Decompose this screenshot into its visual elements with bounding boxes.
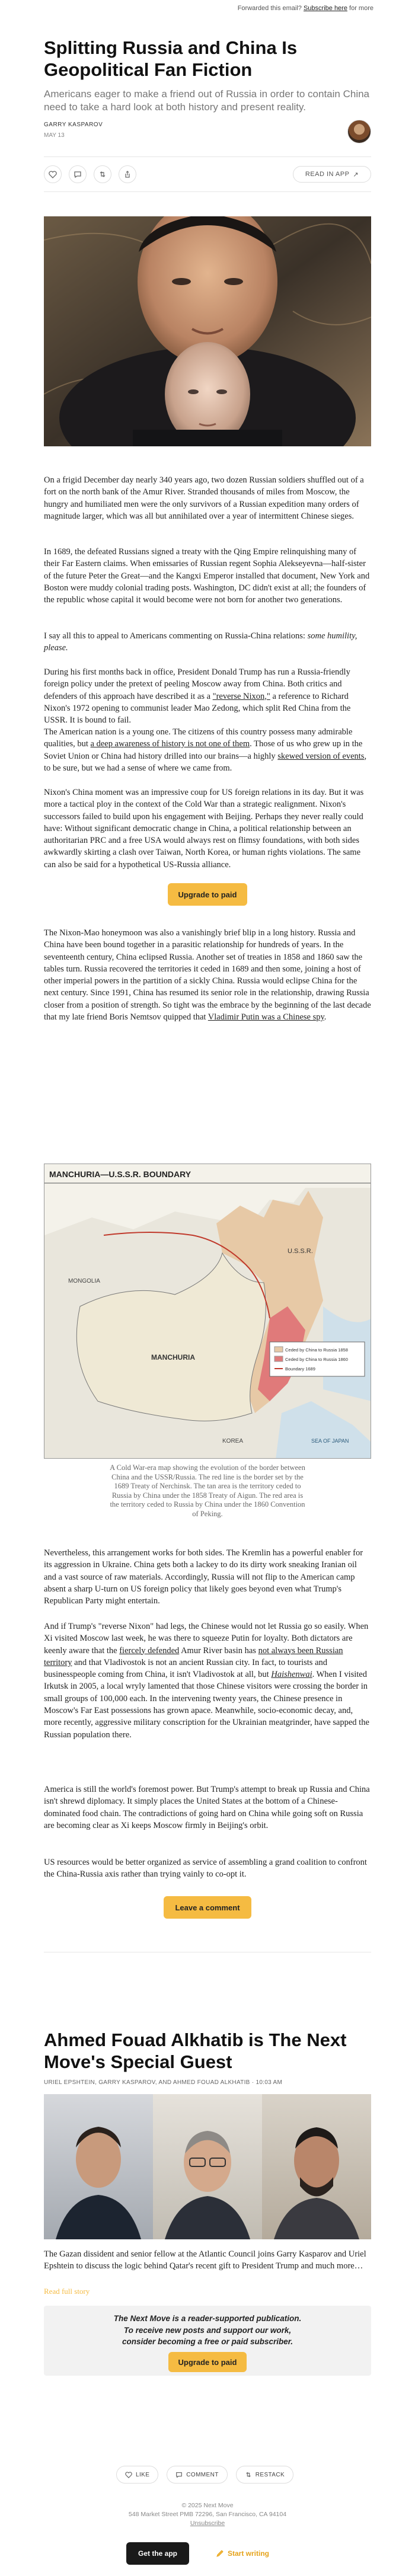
byline-separator: · bbox=[251, 2079, 256, 2086]
paragraph-2 bbox=[44, 546, 371, 606]
heart-icon bbox=[125, 2472, 132, 2478]
paragraph-3-text: I say all this to appeal to Americans commenting on Russia-China relations: bbox=[44, 631, 308, 641]
article-subtitle: Americans eager to make a friend out of Russia in order to contain China need to take a hard look at both history and present reality. bbox=[44, 88, 370, 113]
history-awareness-link[interactable]: a deep awareness of history is not one of them bbox=[90, 739, 250, 749]
read-full-story-link[interactable]: Read full story bbox=[44, 2287, 90, 2296]
related-time: 10:03 AM bbox=[256, 2079, 283, 2086]
video-pane bbox=[153, 2094, 262, 2239]
legend-item: Ceded by China to Russia 1858 bbox=[285, 1347, 348, 1353]
haishenwai-link[interactable]: Haishenwai bbox=[271, 1670, 312, 1680]
forward-suffix: for more bbox=[349, 5, 374, 12]
related-post-excerpt: The Gazan dissident and senior fellow at the Atlantic Council joins Garry Kasparov and Uriel Epshtein to discuss the logic behind Qatar's recent gift to President Trump and much more… bbox=[44, 2249, 366, 2271]
paragraph-9-text-4: . When I visited Irkutsk in 2005, a local wryly lamented that those Chinese visitors were crossing the border in small groups of 100,000 each. In the intervening twenty years, the Chinese presence in Moscow's Far East possessions has grown apace. Meanwhile, socio-economic decay, and, more recently, aggressive military conscription for the Ukrainian meatgrinder, have sapped the Russian population there. bbox=[44, 1670, 369, 1740]
paragraph-9 bbox=[44, 1621, 371, 1741]
restack-button[interactable] bbox=[236, 2466, 293, 2484]
map-label: U.S.S.R. bbox=[288, 1248, 313, 1255]
paragraph-1: On a frigid December day nearly 340 years ago, two dozen Russian soldiers shuffled out of a fort on the north bank of the Amur River. Stranded thousands of miles from Moscow, the hungry and humiliated men were the only survivors of a Russian expedition many orders of magnitude larger, which was all but annihilated over a year of intermittent Chinese sieges. bbox=[44, 475, 364, 521]
boundary-map[interactable] bbox=[44, 1164, 371, 1459]
paragraph-10: America is still the world's foremost power. But Trump's attempt to break up Russia and China isn't shrewd diplomacy. It simply places the United States at the bottom of a Chinese-dominated food chain. The contradictions of going hard on China while going soft on Russia are becoming clear as Xi keeps Moscow firmly in Beijing's orbit. bbox=[44, 1785, 370, 1830]
paragraph-5-text-3: , to be sure, but we had a sense of where we came from. bbox=[44, 751, 367, 773]
restack-label: RESTACK bbox=[255, 2471, 285, 2478]
read-in-app-button[interactable] bbox=[293, 166, 371, 183]
external-link-icon: ↗ bbox=[353, 171, 359, 178]
map-label: MANCHURIA bbox=[151, 1353, 195, 1361]
pen-icon bbox=[216, 2549, 224, 2558]
upgrade-button-2[interactable]: Upgrade to paid bbox=[168, 2352, 247, 2372]
forward-note bbox=[238, 5, 374, 12]
paragraph-3-emphasis: some humility, please. bbox=[44, 631, 357, 653]
paragraph-6: Nixon's China moment was an impressive coup for US foreign relations in its day. But it was more a tactical ploy in the context of the Cold War than a strategic realignment. Nixon's successors failed to build upon his engagement with Beijing. Perhaps they never really could have: Without significant democratic change in China, a political relationship between an authoritarian PRC and a free USA would always rest on flimsy foundations, with both sides awkwardly skirting a clash over Taiwan, North Korea, or human rights violations. The same can also be said for a hypothetical US-Russia alliance. bbox=[44, 788, 364, 870]
paragraph-7-text: The Nixon-Mao honeymoon was also a vanishingly brief blip in a long history. Russia and China have been bound together in a parasitic relationship for hundreds of years. In the seventeenth century, China eclipsed Russia. Another set of treaties in 1858 and 1860 saw the tables turn. Russia recovered the territories it ceded in 1689 and then some, joining a host of other imperial powers in the partition of a sickly China. Russia would eclipse China for the next century. Since 1991, China has resumed its senior role in the relationship, drawing Russia closer from a position of strength. So tight was the embrace by the beginning of the last decade that my late friend Boris Nemtsov quipped that bbox=[44, 928, 371, 1022]
paragraph-9-text: And if Trump's "reverse Nixon" had legs, the Chinese would not let Russia go so easily. When Xi visited Moscow last week, he was there to squeeze Putin for loyalty. Both dictators are keenly aware that the bbox=[44, 1622, 369, 1655]
map-caption: A Cold War-era map showing the evolution of the border between China and the USSR/Russia. The red line is the border set by the 1689 Treaty of Nerchinsk. The tan area is the territory ceded to Russia by China under the 1858 Treaty of Aigun. The red area is the territory ceded to Russia by China under the 1860 Convention of Peking. bbox=[110, 1463, 305, 1518]
paragraph-3 bbox=[44, 630, 371, 654]
like-button[interactable] bbox=[116, 2466, 158, 2484]
comment-label: COMMENT bbox=[186, 2471, 219, 2478]
paragraph-2-text: In 1689, the defeated Russians signed a treaty with the Qing Empire relinquishing many of their Far Eastern claims. When emissaries of Russian regent Sophia Alekseyevna—half-sister of the future Peter the Great—and the Kangxi Emperor installed that document, New York and Boston were muddy colonial trading posts. Washington, DC didn't exist at all; the founders of the republic whose capital it would become were not born for another two generations. bbox=[44, 547, 370, 605]
upgrade-button[interactable]: Upgrade to paid bbox=[168, 883, 247, 906]
paragraph-9-text-2: Amur River basin has bbox=[179, 1645, 258, 1655]
like-label: LIKE bbox=[136, 2471, 150, 2478]
paragraph-4-text-2: a reference to Richard Nixon's 1972 opening to communist leader Mao Zedong, which split Red China from the USSR. It is bound to fail. bbox=[44, 691, 351, 726]
paragraph-7 bbox=[44, 927, 371, 1023]
restack-icon bbox=[245, 2471, 252, 2478]
address: 548 Market Street PMB 72296, San Francisco, CA 94104 bbox=[128, 2511, 287, 2518]
paragraph-4-text: During his first months back in office, President Donald Trump has run a Russia-friendly foreign policy under the pretext of peeling Moscow away from China. Both critics and defenders of this approach have described it as a bbox=[44, 667, 350, 701]
reverse-nixon-link[interactable]: "reverse Nixon," bbox=[212, 691, 270, 701]
author-avatar[interactable] bbox=[347, 120, 371, 143]
start-writing-label: Start writing bbox=[227, 2549, 269, 2558]
promo-line-2: To receive new posts and support our work, bbox=[123, 2326, 292, 2335]
comment-icon bbox=[175, 2471, 183, 2478]
comment-icon[interactable] bbox=[69, 165, 87, 183]
post-date: MAY 13 bbox=[44, 132, 65, 139]
subscribe-link[interactable]: Subscribe here bbox=[303, 5, 347, 12]
legend-item: Boundary 1689 bbox=[285, 1366, 315, 1372]
video-pane bbox=[44, 2094, 153, 2239]
post-actions bbox=[44, 165, 136, 183]
promo-line-3: consider becoming a free or paid subscriber. bbox=[122, 2337, 293, 2346]
paragraph-9-text-3: and that Vladivostok is not an ancient Russian city. In fact, to tourists and businesspeople coming from China, it isn't Vladivostok at all, but bbox=[44, 1657, 328, 1680]
paragraph-4 bbox=[44, 666, 371, 726]
map-title: MANCHURIA—U.S.S.R. BOUNDARY bbox=[49, 1169, 191, 1179]
get-app-button[interactable]: Get the app bbox=[126, 2542, 189, 2565]
start-writing-button[interactable] bbox=[201, 2542, 284, 2565]
restack-icon[interactable] bbox=[94, 165, 111, 183]
paragraph-5-text: The American nation is a young one. The citizens of this country possess many admirable qualities, but bbox=[44, 727, 353, 749]
footer-actions bbox=[116, 2466, 293, 2484]
unsubscribe-link[interactable]: Unsubscribe bbox=[190, 2520, 225, 2527]
author-name[interactable]: GARRY KASPAROV bbox=[44, 122, 103, 128]
skewed-events-link[interactable]: skewed version of events bbox=[277, 751, 365, 761]
related-post-byline bbox=[44, 2079, 371, 2086]
promo-line-1: The Next Move is a reader-supported publication. bbox=[113, 2314, 302, 2323]
map-label: SEA OF JAPAN bbox=[311, 1438, 349, 1444]
paragraph-5 bbox=[44, 726, 371, 774]
article-title[interactable]: Splitting Russia and China Is Geopolitical Fan Fiction bbox=[44, 37, 298, 80]
divider bbox=[44, 191, 371, 192]
putin-spy-link[interactable]: Vladimir Putin was a Chinese spy bbox=[208, 1012, 324, 1022]
hero-image[interactable] bbox=[44, 216, 371, 446]
video-pane bbox=[262, 2094, 371, 2239]
not-russian-territory-link[interactable]: not always been Russian territory bbox=[44, 1645, 343, 1667]
divider bbox=[44, 156, 371, 157]
paragraph-7-text-2: . bbox=[324, 1012, 327, 1022]
paragraph-11: US resources would be better organized as service of assembling a grand coalition to confront the China-Russia axis rather than trying vainly to co-opt it. bbox=[44, 1858, 367, 1880]
paragraph-8: Nevertheless, this arrangement works for both sides. The Kremlin has a powerful enabler for its aggression in Ukraine. China gets both a lackey to do its dirty work sneaking Iranian oil and a vast source of raw materials. Accordingly, Russia will not flip to the American camp absent a sharp U-turn on US foreign policy that likely goes beyond even what Trump's Republican Party might entertain. bbox=[44, 1548, 363, 1606]
map-label: KOREA bbox=[222, 1438, 244, 1444]
comment-button[interactable] bbox=[167, 2466, 227, 2484]
read-in-app-label: READ IN APP bbox=[305, 171, 350, 178]
legend-item: Ceded by China to Russia 1860 bbox=[285, 1357, 348, 1362]
video-thumbnail[interactable] bbox=[44, 2094, 371, 2239]
fiercely-defended-link[interactable]: fiercely defended bbox=[119, 1645, 180, 1655]
leave-comment-button[interactable]: Leave a comment bbox=[164, 1896, 251, 1919]
related-post-title[interactable]: Ahmed Fouad Alkhatib is The Next Move's Special Guest bbox=[44, 2030, 347, 2072]
related-authors[interactable]: URIEL EPSHTEIN, GARRY KASPAROV, AND AHMED FOUAD ALKHATIB bbox=[44, 2079, 250, 2086]
like-icon[interactable] bbox=[44, 165, 62, 183]
share-icon[interactable] bbox=[119, 165, 136, 183]
copyright: © 2025 Next Move bbox=[181, 2502, 234, 2509]
paragraph-5-text-2: . Those of us who grew up in the Soviet Union or China had history drilled into our brains—a highly bbox=[44, 739, 363, 761]
subscribe-promo bbox=[44, 2306, 371, 2376]
forward-text: Forwarded this email? bbox=[237, 5, 302, 12]
map-label: MONGOLIA bbox=[68, 1278, 100, 1284]
